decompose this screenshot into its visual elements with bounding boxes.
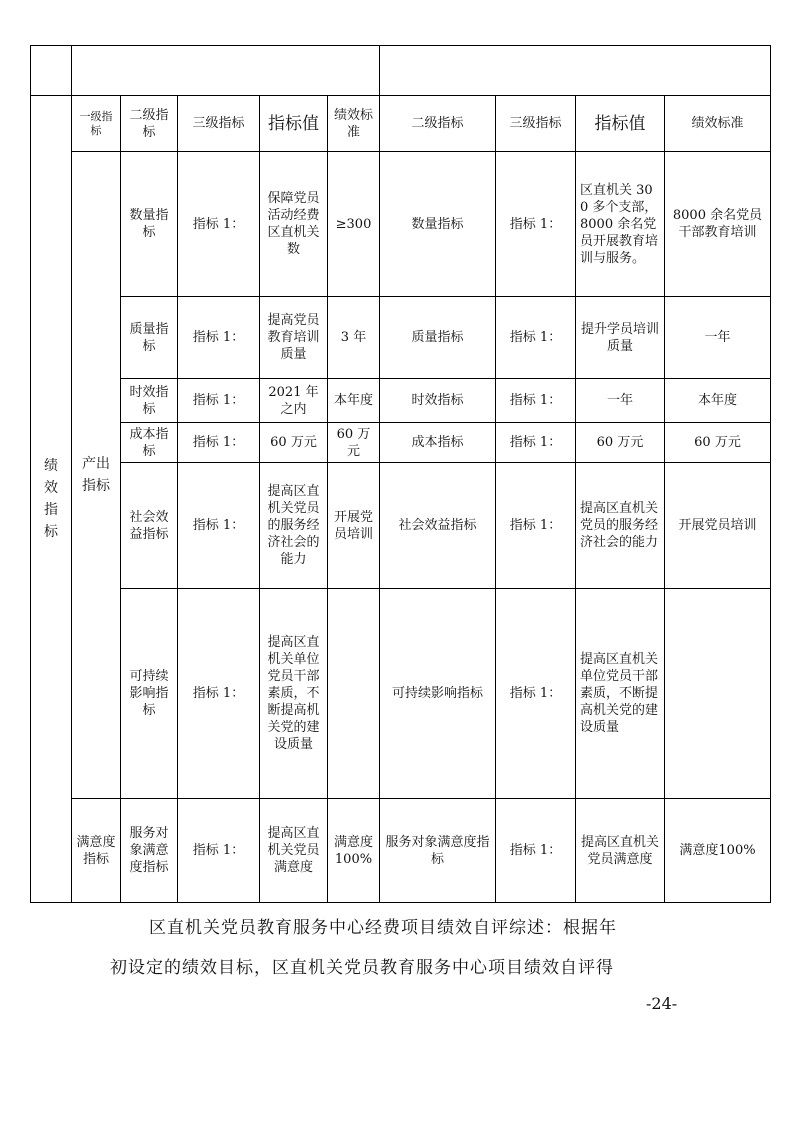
row-l3: 指标 1： <box>178 463 260 589</box>
row-standard-b: 60 万元 <box>665 423 771 463</box>
row-l3-b: 指标 1： <box>496 423 576 463</box>
perf-indicator-cell: 绩效指标 <box>31 96 72 903</box>
table-row <box>31 463 771 589</box>
row-value-b: 提升学员培训质量 <box>576 297 665 379</box>
row-value-b: 60 万元 <box>576 423 665 463</box>
table-row <box>31 423 771 463</box>
row-standard-b: 一年 <box>665 297 771 379</box>
row-value: 2021 年之内 <box>260 379 328 423</box>
row-l2-b: 时效指标 <box>380 379 496 423</box>
row-standard <box>328 589 380 799</box>
table-row <box>31 589 771 799</box>
row-standard: 开展党员培训 <box>328 463 380 589</box>
row-l2-b: 可持续影响指标 <box>380 589 496 799</box>
row-standard-b: 满意度100% <box>665 799 771 903</box>
row-value: 提高区直机关党员满意度 <box>260 799 328 903</box>
header-value-b: 指标值 <box>576 96 665 152</box>
row-l2-b: 社会效益指标 <box>380 463 496 589</box>
header-value: 指标值 <box>260 96 328 152</box>
row-l3-b: 指标 1： <box>496 297 576 379</box>
row-value-b: 提高区直机关党员满意度 <box>576 799 665 903</box>
row-value: 提高区直机关单位党员干部素质，不断提高机关党的建设质量 <box>260 589 328 799</box>
row-l2: 可持续影响指标 <box>121 589 178 799</box>
header-level2: 二级指标 <box>121 96 178 152</box>
row-l2: 服务对象满意度指标 <box>121 799 178 903</box>
performance-table <box>30 45 771 903</box>
header-standard-b: 绩效标准 <box>665 96 771 152</box>
row-standard: ≥300 <box>328 152 380 297</box>
row-standard: 本年度 <box>328 379 380 423</box>
row-l3-b: 指标 1： <box>496 152 576 297</box>
row-l2-b: 质量指标 <box>380 297 496 379</box>
satisfaction-indicator-cell: 满意度指标 <box>72 799 121 903</box>
row-l3: 指标 1： <box>178 423 260 463</box>
row-l2: 时效指标 <box>121 379 178 423</box>
table-row <box>31 297 771 379</box>
row-standard: 满意度100% <box>328 799 380 903</box>
row-standard-b: 8000 余名党员干部教育培训 <box>665 152 771 297</box>
header-level1: 一级指标 <box>72 96 121 152</box>
row-value-b: 提高区直机关党员的服务经济社会的能力 <box>576 463 665 589</box>
row-value: 保障党员活动经费区直机关数 <box>260 152 328 297</box>
row-l3: 指标 1： <box>178 379 260 423</box>
row-standard: 60 万元 <box>328 423 380 463</box>
row-l2-b: 数量指标 <box>380 152 496 297</box>
row-l2: 成本指标 <box>121 423 178 463</box>
row-standard-b <box>665 589 771 799</box>
table-header-row <box>31 96 771 152</box>
header-level2-b: 二级指标 <box>380 96 496 152</box>
table-row <box>31 799 771 903</box>
row-l3-b: 指标 1： <box>496 379 576 423</box>
row-l2: 社会效益指标 <box>121 463 178 589</box>
row-value: 提高党员教育培训质量 <box>260 297 328 379</box>
row-l2: 质量指标 <box>121 297 178 379</box>
row-l3: 指标 1： <box>178 152 260 297</box>
header-standard: 绩效标准 <box>328 96 380 152</box>
output-indicator-cell: 产出指标 <box>72 152 121 799</box>
summary-paragraph-line-2: 初设定的绩效目标，区直机关党员教育服务中心项目绩效自评得 <box>110 958 614 978</box>
row-standard-b: 本年度 <box>665 379 771 423</box>
row-l2-b: 服务对象满意度指标 <box>380 799 496 903</box>
row-l2: 数量指标 <box>121 152 178 297</box>
row-value: 60 万元 <box>260 423 328 463</box>
row-l2-b: 成本指标 <box>380 423 496 463</box>
table-row <box>31 379 771 423</box>
row-l3: 指标 1： <box>178 297 260 379</box>
row-value: 提高区直机关党员的服务经济社会的能力 <box>260 463 328 589</box>
page-number: -24- <box>646 994 678 1013</box>
row-l3: 指标 1： <box>178 799 260 903</box>
row-value-b: 提高区直机关单位党员干部素质，不断提高机关党的建设质量 <box>576 589 665 799</box>
header-level3: 三级指标 <box>178 96 260 152</box>
row-l3-b: 指标 1： <box>496 589 576 799</box>
row-value-b: 区直机关 300 多个支部，8000 余名党员开展教育培训与服务。 <box>576 152 665 297</box>
row-value-b: 一年 <box>576 379 665 423</box>
row-standard-b: 开展党员培训 <box>665 463 771 589</box>
table-top-row <box>31 46 771 96</box>
summary-paragraph-line-1: 区直机关党员教育服务中心经费项目绩效自评综述：根据年 <box>149 918 617 938</box>
table-row <box>31 152 771 297</box>
row-standard: 3 年 <box>328 297 380 379</box>
row-l3-b: 指标 1： <box>496 463 576 589</box>
header-level3-b: 三级指标 <box>496 96 576 152</box>
row-l3: 指标 1： <box>178 589 260 799</box>
row-l3-b: 指标 1： <box>496 799 576 903</box>
